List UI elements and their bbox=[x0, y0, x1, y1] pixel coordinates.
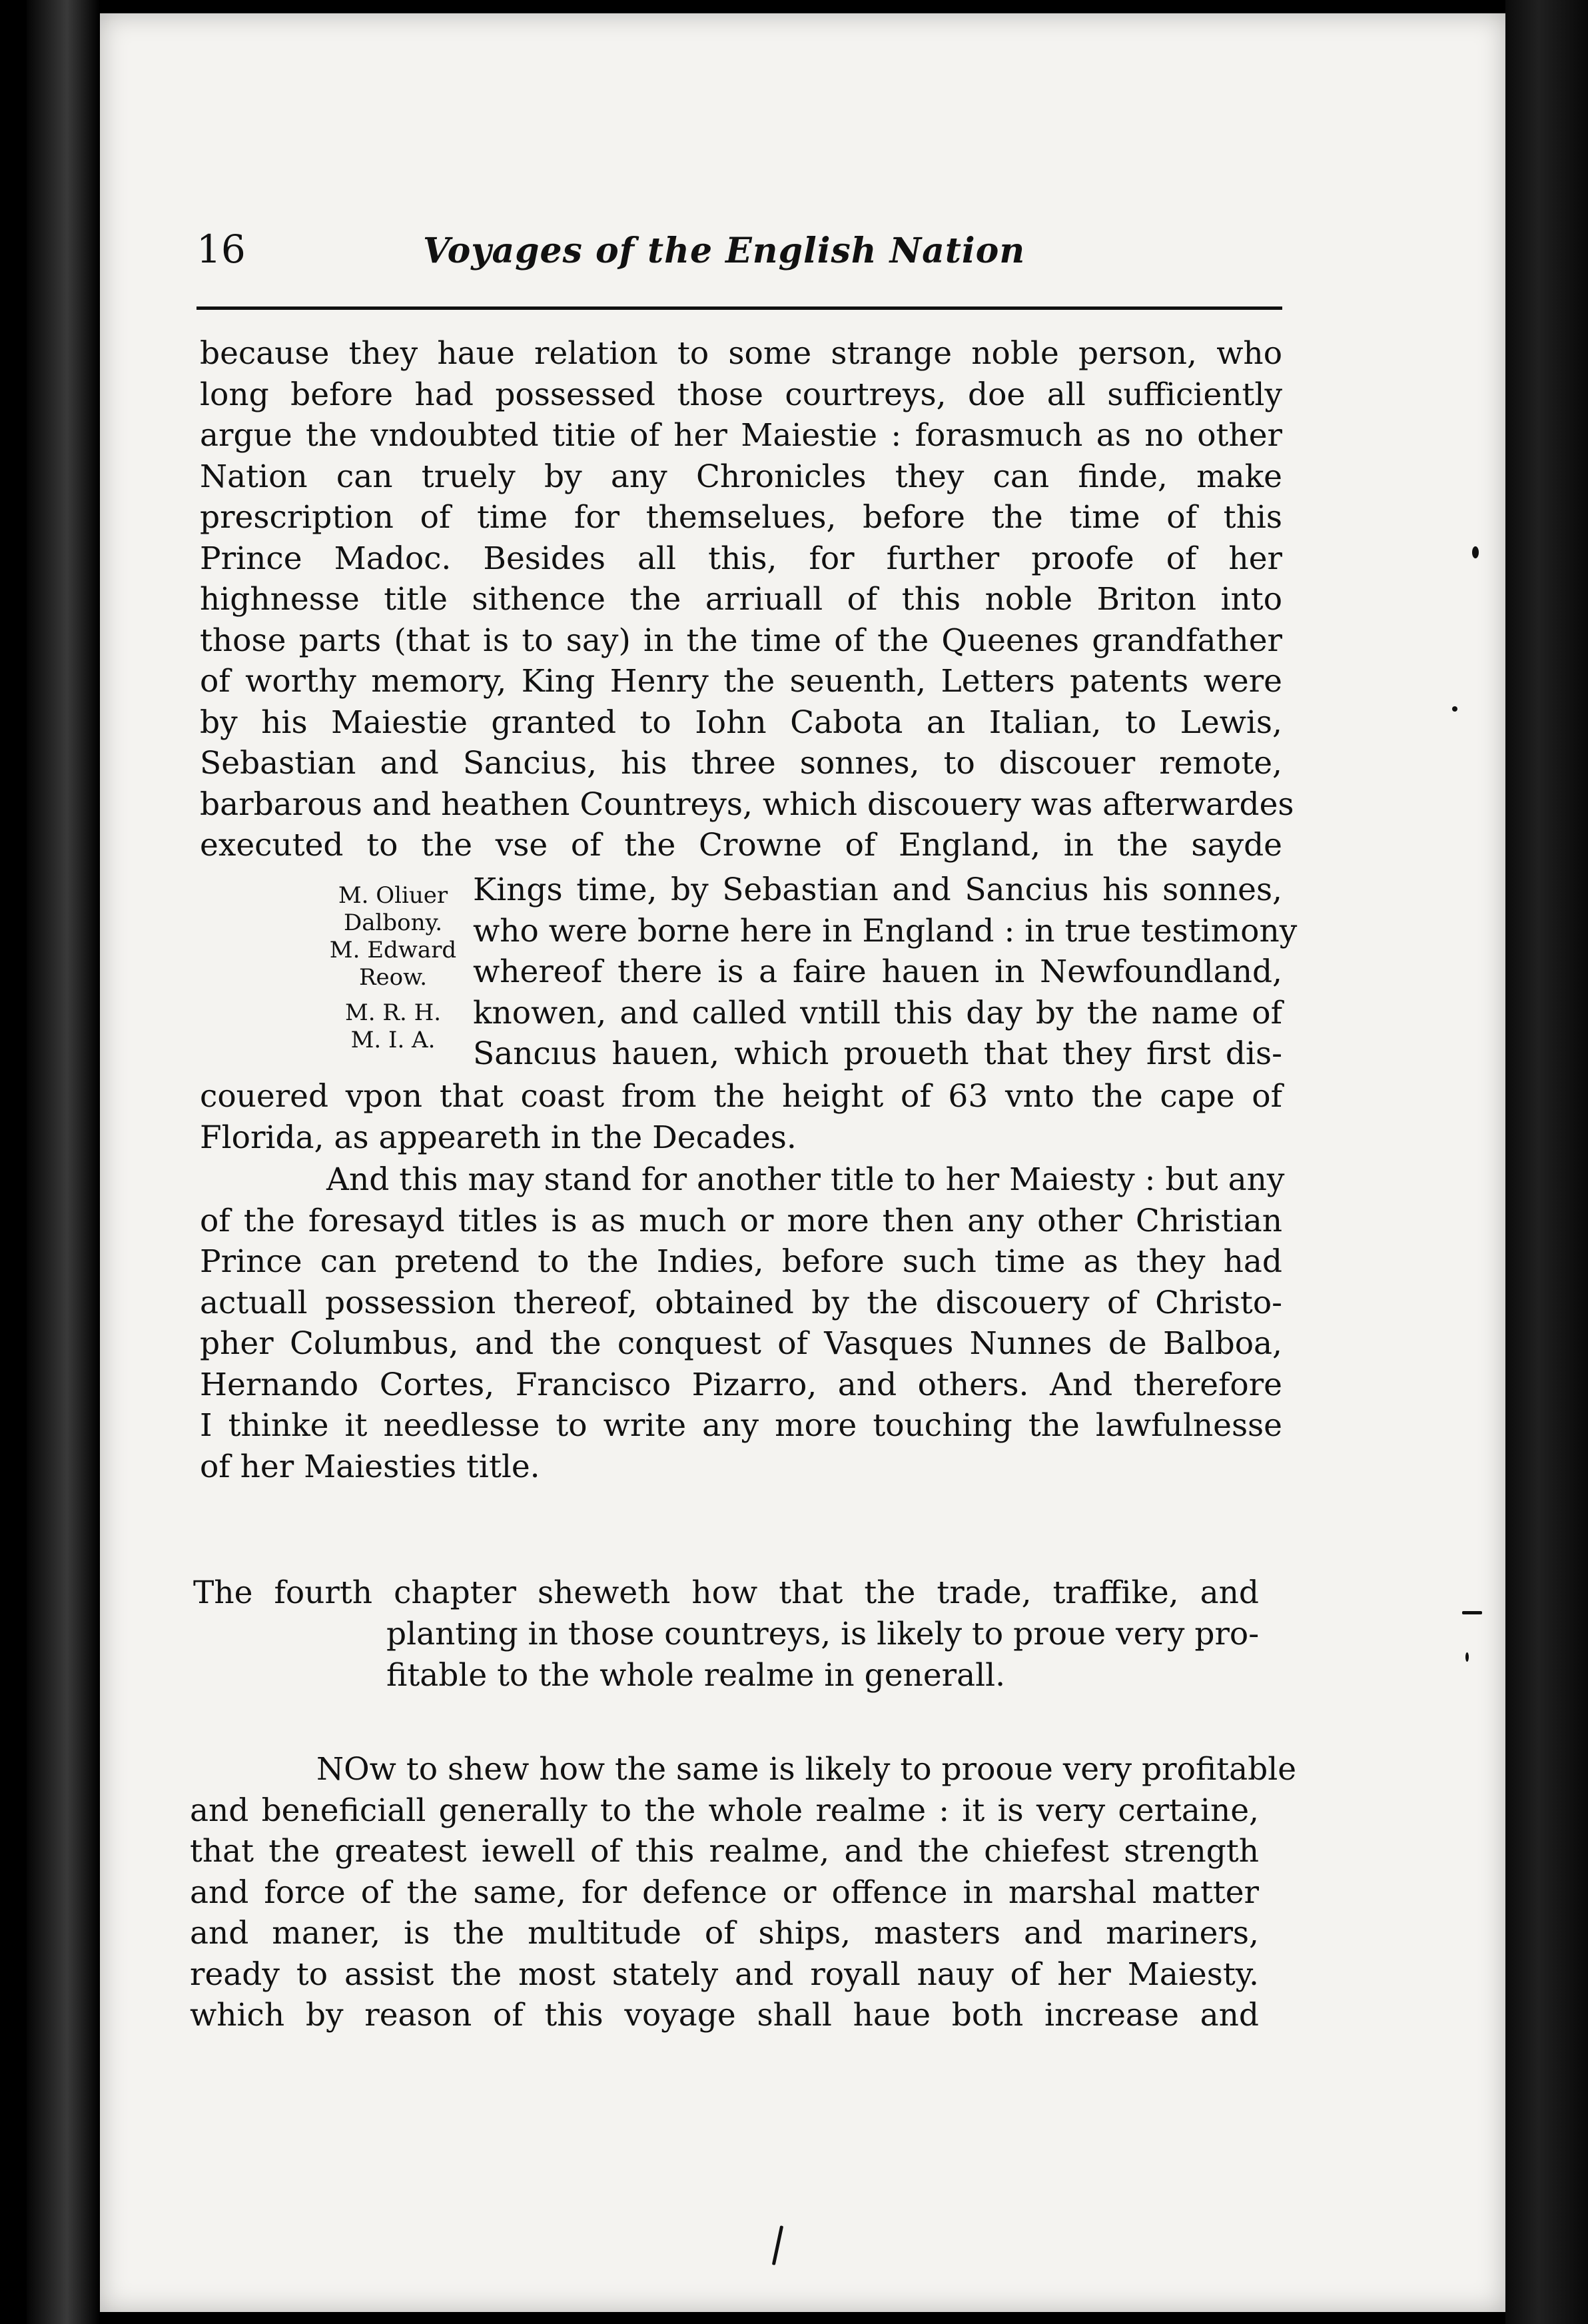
text-line: by his Maiestie granted to Iohn Cabota an Italian, to Lewis, bbox=[200, 704, 1282, 741]
chapter-heading-line: planting in those countreys, is likely to proue very pro- bbox=[386, 1616, 1260, 1652]
text-line: Prince Madoc. Besides all this, for further proofe of her bbox=[200, 540, 1282, 577]
sidenote: M. Oliuer bbox=[338, 882, 448, 909]
page-number: 16 bbox=[197, 227, 246, 272]
indented-text bbox=[473, 870, 1298, 1075]
chapter-heading-line: The fourth chapter sheweth how that the trade, traffike, and bbox=[193, 1574, 1259, 1611]
text-line: because they haue relation to some strange noble person, who bbox=[200, 335, 1282, 372]
page-header bbox=[197, 227, 1282, 300]
text-line: actuall possession thereof, obtained by the discouery of Christo- bbox=[200, 1284, 1282, 1321]
text-line: which by reason of this voyage shall haue both increase and bbox=[190, 1997, 1259, 2034]
paragraph-3 bbox=[190, 1749, 1297, 2036]
scan-speck bbox=[1465, 1652, 1469, 1662]
text-line: of the foresayd titles is as much or more then any other Christian bbox=[200, 1202, 1282, 1239]
text-line: NOw to shew how the same is likely to prooue very profitable bbox=[316, 1751, 1297, 1788]
text-line: prescription of time for themselues, before the time of this bbox=[200, 499, 1282, 536]
marginal-notes bbox=[316, 878, 470, 1054]
chapter-heading-line: fitable to the whole realme in generall. bbox=[386, 1657, 1006, 1694]
header-rule bbox=[197, 306, 1282, 310]
text-line: Sancıus hauen, which proueth that they first dis- bbox=[473, 1035, 1282, 1072]
scan-right-edge bbox=[1505, 0, 1588, 2324]
text-line: pher Columbus, and the conquest of Vasques Nunnes de Balboa, bbox=[200, 1325, 1282, 1362]
sidenote: M. R. H. bbox=[344, 999, 442, 1026]
text-line: Hernando Cortes, Francisco Pizarro, and others. And therefore bbox=[200, 1366, 1282, 1403]
text-line: highnesse title sithence the arriuall of this noble Briton into bbox=[200, 581, 1282, 618]
text-line: couered vpon that coast from the height of 63 vnto the cape of bbox=[200, 1078, 1282, 1115]
sidenote: Reow. bbox=[358, 964, 428, 991]
text-line: Sebastian and Sancius, his three sonnes, to discouer remote, bbox=[200, 745, 1282, 782]
text-line: ready to assist the most stately and royall nauy of her Maiesty. bbox=[190, 1956, 1259, 1993]
text-line: Nation can truely by any Chronicles they can finde, make bbox=[200, 458, 1282, 495]
text-line: argue the vndoubted titie of her Maiestie : forasmuch as no other bbox=[200, 417, 1282, 454]
scan-speck bbox=[1452, 706, 1457, 712]
text-line: of her Maiesties title. bbox=[200, 1448, 540, 1485]
text-line: and maner, is the multitude of ships, masters and mariners, bbox=[190, 1915, 1259, 1952]
sidenote: Dalbony. bbox=[343, 909, 443, 936]
text-line: Prince can pretend to the Indies, before such time as they had bbox=[200, 1243, 1282, 1280]
text-line: and beneficiall generally to the whole realme : it is very certaine, bbox=[190, 1792, 1259, 1829]
text-line: long before had possessed those courtreys, doe all sufficiently bbox=[200, 376, 1282, 413]
text-line: Florida, as appeareth in the Decades. bbox=[200, 1119, 797, 1156]
paragraph-2 bbox=[200, 1159, 1285, 1487]
text-line: Kings time, by Sebastian and Sancius his sonnes, bbox=[473, 872, 1282, 908]
text-line: knowen, and called vntill this day by the name of bbox=[473, 994, 1282, 1031]
text-line: who were borne here in England : in true testimony bbox=[473, 912, 1298, 949]
scan-left-edge bbox=[27, 0, 100, 2324]
running-head: Voyages of the English Nation bbox=[423, 231, 1026, 271]
sidenote: M. I. A. bbox=[350, 1027, 436, 1053]
text-line: I thinke it needlesse to write any more touching the lawfulnesse bbox=[200, 1407, 1282, 1444]
text-line: that the greatest iewell of this realme, and the chiefest strength bbox=[190, 1833, 1259, 1870]
scan-speck bbox=[1462, 1611, 1482, 1614]
paragraph-1 bbox=[200, 333, 1294, 866]
text-line: those parts (that is to say) in the time of the Queenes grandfather bbox=[200, 622, 1282, 659]
scan-speck bbox=[1472, 546, 1479, 558]
sidenote: M. Edward bbox=[329, 937, 457, 963]
text-line: executed to the vse of the Crowne of England, in the sayde bbox=[200, 827, 1282, 864]
text-line: barbarous and heathen Countreys, which discouery was afterwardes bbox=[200, 786, 1294, 823]
text-line: And this may stand for another title to her Maiesty : but any bbox=[326, 1161, 1285, 1198]
text-line: of worthy memory, King Henry the seuenth, Letters patents were bbox=[200, 663, 1282, 700]
text-line: and force of the same, for defence or offence in marshal matter bbox=[190, 1874, 1259, 1911]
paragraph-1-end bbox=[200, 1076, 1282, 1158]
text-line: whereof there is a faire hauen in Newfoundland, bbox=[473, 953, 1282, 990]
chapter-heading bbox=[193, 1572, 1259, 1696]
